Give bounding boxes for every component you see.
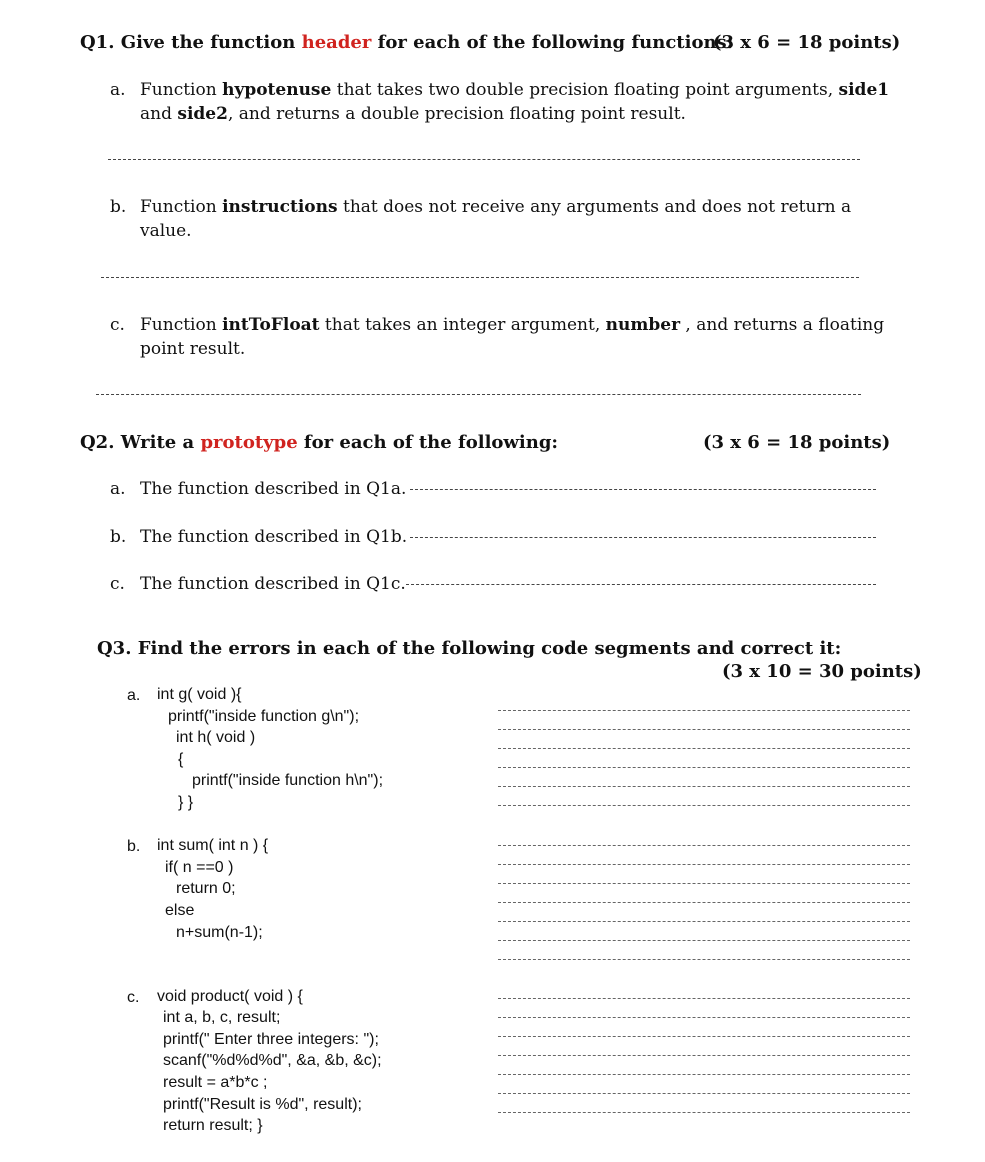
q2-title-highlight: prototype: [200, 432, 298, 453]
q3b-answer-line-6: [498, 940, 910, 941]
q2-title-text: Q2. Write a: [80, 432, 201, 453]
q3c-line-3: printf(" Enter three integers: ");: [163, 1031, 379, 1048]
q1c-text: Function intToFloat that takes an integer argument, number , and returns a floating point result.: [140, 315, 885, 359]
q3c-line-1: void product( void ) {: [157, 988, 303, 1005]
q3a-answer-line-4: [498, 767, 910, 768]
q2c-answer-line: [406, 584, 876, 585]
q1-title: [80, 32, 733, 53]
q1a-answer-line: [108, 159, 860, 160]
q3a-line-3: int h( void ): [176, 729, 256, 746]
q3a-line-4: {: [178, 751, 184, 768]
q3c-answer-line-1: [498, 998, 910, 999]
q1-title-text-end: for each of the following functions:: [371, 32, 734, 53]
q2c-letter: c.: [110, 574, 125, 594]
q2b-text: The function described in Q1b.: [140, 527, 408, 547]
q3a-line-5: printf("inside function h\n");: [192, 772, 384, 789]
q3a-line-2: printf("inside function g\n");: [168, 708, 360, 725]
q3b-answer-line-4: [498, 902, 910, 903]
q3b-answer-line-7: [498, 959, 910, 960]
q3c-line-4: scanf("%d%d%d", &a, &b, &c);: [163, 1052, 382, 1069]
q3b-answer-line-3: [498, 883, 910, 884]
q3b-line-5: n+sum(n-1);: [176, 924, 263, 941]
q3b-line-3: return 0;: [176, 880, 236, 897]
q3c-line-6: printf("Result is %d", result);: [163, 1096, 362, 1113]
q1b-letter: b.: [110, 197, 127, 217]
q1-title-text: Q1. Give the function: [80, 32, 302, 53]
q3b-line-1: int sum( int n ) {: [157, 837, 269, 854]
q3a-answer-line-6: [498, 805, 910, 806]
q1c-letter: c.: [110, 315, 125, 335]
q3c-answer-line-6: [498, 1093, 910, 1094]
q3a-answer-line-2: [498, 729, 910, 730]
q2b-letter: b.: [110, 527, 127, 547]
q1-title-highlight: header: [301, 32, 372, 53]
q3c-answer-line-4: [498, 1055, 910, 1056]
q3c-letter: c.: [127, 989, 140, 1006]
q3c-answer-line-5: [498, 1074, 910, 1075]
q2-title-text-end: for each of the following:: [297, 432, 559, 453]
q3b-line-4: else: [165, 902, 195, 919]
q3-points: (3 x 10 = 30 points): [722, 661, 922, 682]
q3a-answer-line-3: [498, 748, 910, 749]
q1b-answer-line: [101, 277, 859, 278]
q1c-answer-line: [96, 394, 861, 395]
q2a-letter: a.: [110, 479, 126, 499]
q3b-answer-line-5: [498, 921, 910, 922]
q3a-answer-line-5: [498, 786, 910, 787]
q1-points: (3 x 6 = 18 points): [713, 32, 901, 53]
q3a-answer-line-1: [498, 710, 910, 711]
q3c-line-5: result = a*b*c ;: [163, 1074, 268, 1091]
q3c-line-7: return result; }: [163, 1117, 263, 1134]
q3c-line-2: int a, b, c, result;: [163, 1009, 281, 1026]
q3a-line-1: int g( void ){: [157, 686, 242, 703]
q3b-answer-line-2: [498, 864, 910, 865]
q3b-line-2: if( n ==0 ): [165, 859, 234, 876]
q3a-line-6: } }: [178, 794, 194, 811]
q3c-answer-line-3: [498, 1036, 910, 1037]
q2c-text: The function described in Q1c.: [140, 574, 406, 594]
q2b-answer-line: [410, 537, 876, 538]
q2a-text: The function described in Q1a.: [140, 479, 407, 499]
q3b-answer-line-1: [498, 845, 910, 846]
q1b-text: Function instructions that does not receive any arguments and does not return a value.: [140, 197, 852, 241]
q2-points: (3 x 6 = 18 points): [703, 432, 891, 453]
q2a-answer-line: [410, 489, 876, 490]
q3c-answer-line-7: [498, 1112, 910, 1113]
q1a-text: Function hypotenuse that takes two double precision floating point arguments, side1 and side2, and returns a double precision floating point result.: [140, 80, 890, 124]
q2-title: [80, 432, 558, 453]
q3a-letter: a.: [127, 687, 141, 704]
q1a-letter: a.: [110, 80, 126, 100]
q3-title: Q3. Find the errors in each of the following code segments and correct it:: [97, 638, 842, 659]
q3b-letter: b.: [127, 838, 141, 855]
q3c-answer-line-2: [498, 1017, 910, 1018]
